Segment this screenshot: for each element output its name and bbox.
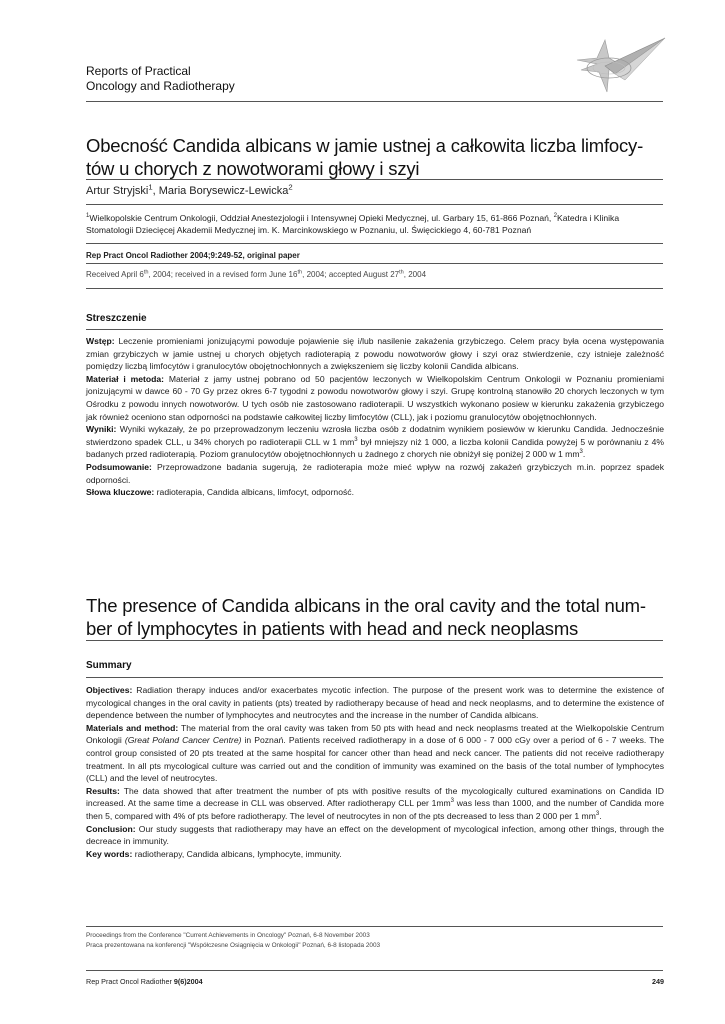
received-dates xyxy=(86,270,426,279)
materials-label: Materials and method: xyxy=(86,722,179,733)
abstract-pl-slowa xyxy=(86,486,664,499)
article-title-polish xyxy=(86,134,666,180)
results-label: Results: xyxy=(86,785,120,796)
abstract-en-results xyxy=(86,785,664,823)
material-text: Materiał z jamy ustnej pobrano od 50 pacjentów leczonych w Wielkopolskim Centrum Onkologii w Poznaniu promieniami jonizującymi w dawce 60 - 70 Gy przez okres 6-7 tygodni z powodu nowotworów głowy i szyi. Grupę kontrolną stanowiło 20 chorych leczonych w tym Ośrodku z powodu innych nowotworów. U tych osób nie zastosowano radioterapii. U wszystkich wykonano posiew w kierunku zakażenia grzybiczego jak również oceniono stan odporności na podstawie całkowitej liczby limfocytów (CLL), jak i poziomu granulocytów obojętnochłonnych. xyxy=(86,373,664,422)
abstract-en-materials xyxy=(86,722,664,785)
podsumowanie-label: Podsumowanie: xyxy=(86,461,152,472)
abstract-polish xyxy=(86,335,664,499)
title-rule xyxy=(86,179,663,180)
footer-issue: 9(6)2004 xyxy=(173,977,203,986)
author-1: Artur Stryjski xyxy=(86,185,149,197)
wyniki-text: Wyniki wykazały, że po przeprowadzonym leczeniu wzrosła liczba osób z dodatnim wynikiem posiewów w kierunku Candida. Jednocześnie stwierdzono spadek CLL, u 34% chorych po radioterapii CLL w 1 mm xyxy=(86,424,664,447)
affiliations xyxy=(86,212,664,236)
page-number: 249 xyxy=(652,977,664,986)
footnote-en: Proceedings from the Conference "Current Achievements in Oncology" Poznań, 6-8 November 2003 xyxy=(86,932,370,939)
results-text: . xyxy=(599,810,602,821)
received-part: , 2004; received in a revised form June 16 xyxy=(148,270,298,279)
header-rule xyxy=(86,101,663,102)
keywords-label: Key words: xyxy=(86,848,133,859)
affiliation-2: Katedra i Klinika Stomatologii Dziecięcej Akademii Medycznej im. K. Marcinkowskiego w Poznaniu, ul. Święcickiego 4, 60-781 Poznań xyxy=(86,213,620,235)
title-en-rule xyxy=(86,640,663,641)
slowa-label: Słowa kluczowe: xyxy=(86,487,155,498)
results-sup: 3 xyxy=(595,811,600,818)
wstep-label: Wstęp: xyxy=(86,336,115,346)
wyniki-text: . xyxy=(582,449,586,460)
journal-name-line2: Oncology and Radiotherapy xyxy=(86,79,235,93)
wyniki-sup: 3 xyxy=(354,436,358,443)
results-sup: 3 xyxy=(450,798,455,805)
received-part: , 2004 xyxy=(403,270,427,279)
material-label: Materiał i metoda: xyxy=(86,373,165,384)
objectives-label: Objectives: xyxy=(86,685,133,695)
author-1-affiliation-mark: 1 xyxy=(148,182,153,192)
article-title-english xyxy=(86,594,666,640)
conclusion-text: Our study suggests that radiotherapy may have an effect on the development of mycological infection, among other things, through the decreace in immunity. xyxy=(86,823,664,847)
journal-star-logo-icon xyxy=(575,36,667,96)
received-sup: th xyxy=(143,269,149,276)
footnote-rule xyxy=(86,926,663,927)
materials-text: The material from the oral cavity was taken from 50 pts with head and neck neoplasms treated at the Wielkopolskie Centrum Onkologii xyxy=(86,722,664,746)
title-pl-line1: Obecność Candida albicans w jamie ustnej a całkowita liczba limfocy- xyxy=(86,135,644,156)
abstract-pl-podsumowanie xyxy=(86,461,664,486)
title-pl-line2: tów u chorych z nowotworami głowy i szyi xyxy=(86,158,420,179)
wstep-text: Leczenie promieniami jonizującymi powoduje pojawienie się i/lub nasilenie zakażenia grzybiczego. Celem pracy była ocena występowania zmian grzybiczych w jamie ustnej u chorych objętych radioterapią z powodu nowotworów głowy i szyi oraz stwierdzenie, czy istnieje zależność pomiędzy liczbą limfocytów i granulocytów obojętnochłonnych a zwiększeniem się liczby kolonii Candida albicans. xyxy=(86,336,664,372)
received-part: , 2004; accepted August 27 xyxy=(302,270,400,279)
citation: Rep Pract Oncol Radiother 2004;9:249-52, original paper xyxy=(86,251,300,260)
footer-rule xyxy=(86,970,663,971)
received-part: Received April 6 xyxy=(86,270,144,279)
journal-name-line1: Reports of Practical xyxy=(86,64,191,78)
materials-text: in Poznań. Patients received radiotherapy in a dose of 6 000 - 7 000 cGy over a period of 6 - 7 weeks. The control group consisted of 20 pts treated at the same hospital for cancer other than head and neck cancer. The patients did not receive radiotherapy treatment. In all pts mycological culture was carried out and the condition of immunity was examined on the basis of the total number of lymphocytes (CLL) and the level of neutrocytes. xyxy=(86,735,665,784)
author-2-affiliation-mark: 2 xyxy=(288,182,293,192)
title-en-line1: The presence of Candida albicans in the oral cavity and the total num- xyxy=(86,595,646,616)
materials-italic: (Great Poland Cancer Centre) xyxy=(124,735,242,746)
footnote-pl: Praca prezentowana na konferencji "Współczesne Osiągnięcia w Onkologii" Poznań, 6-8 listopada 2003 xyxy=(86,942,381,949)
received-sup: th xyxy=(399,269,404,276)
author-separator: , xyxy=(152,185,159,197)
abstract-en-objectives xyxy=(86,684,664,722)
objectives-text: Radiation therapy induces and/or exacerbates mycotic infection. The purpose of the present work was to determine the existence of mycological changes in the oral cavity in patients (pts) treated by radiotherapy because of head and neck neoplasms, and to determine the existence of dependence between the number of lymphocytes and neutrocytes and the increase in the number of Candida albicans. xyxy=(86,685,664,721)
affiliations-rule xyxy=(86,243,663,244)
citation-rule xyxy=(86,263,663,264)
received-rule xyxy=(86,288,663,289)
wyniki-label: Wyniki: xyxy=(86,424,117,435)
abstract-en-conclusion xyxy=(86,823,664,848)
streszczenie-heading: Streszczenie xyxy=(86,313,147,324)
conference-footnote xyxy=(86,931,380,951)
summary-rule xyxy=(86,677,663,678)
wyniki-sup: 3 xyxy=(579,449,583,456)
affiliation-1-mark: 1 xyxy=(86,213,90,220)
streszczenie-rule xyxy=(86,329,663,330)
abstract-pl-wyniki xyxy=(86,423,664,461)
authors-rule xyxy=(86,204,663,205)
author-2: Maria Borysewicz-Lewicka xyxy=(158,185,289,197)
slowa-text: radioterapia, Candida albicans, limfocyt, odporność. xyxy=(154,487,354,498)
abstract-en-keywords xyxy=(86,848,664,861)
summary-heading: Summary xyxy=(86,660,132,671)
conclusion-label: Conclusion: xyxy=(86,823,136,834)
authors xyxy=(86,182,293,197)
journal-name xyxy=(86,64,235,94)
footer-journal-name: Rep Pract Oncol Radiother xyxy=(86,977,174,986)
footer-journal-ref xyxy=(86,977,203,986)
affiliation-2-mark: 2 xyxy=(553,213,558,220)
keywords-text: radiotherapy, Candida albicans, lymphocyte, immunity. xyxy=(132,848,342,859)
title-en-line2: ber of lymphocytes in patients with head and neck neoplasms xyxy=(86,618,579,639)
received-sup: th xyxy=(297,269,303,276)
abstract-pl-wstep xyxy=(86,335,664,373)
affiliation-1: Wielkopolskie Centrum Onkologii, Oddział Anestezjologii i Intensywnej Opieki Medycznej, ul. Garbary 15, 61-866 Poznań, xyxy=(89,213,554,223)
results-text: The data showed that after treatment the number of pts with positive results of the mycologically cultured examinations on Candida ID increased. At the same time a decrease in CLL was observed. After radiotherapy CLL per 1mm xyxy=(86,785,664,809)
results-text: was less than 1000, and the number of Candida more then 5, compared with 4% of pts before radiotherapy. The level of neutrocytes in non of the pts decreased to less than 2 000 per 1 mm xyxy=(86,798,664,821)
abstract-english xyxy=(86,684,664,860)
podsumowanie-text: Przeprowadzone badania sugerują, że radioterapia może mieć wpływ na rozwój zakażeń grzybiczych m.in. poprzez spadek odporności. xyxy=(86,461,664,485)
abstract-pl-material xyxy=(86,373,664,423)
wyniki-text: był mniejszy niż 1 000, a liczba kolonii Candida powyżej 5 w porównaniu z 4% badanych przed radioterapią. Poziom granulocytów obojętnochłonnych u żadnego z chorych nie obniżył się poniżej 2 000 w 1 mm xyxy=(86,436,664,460)
